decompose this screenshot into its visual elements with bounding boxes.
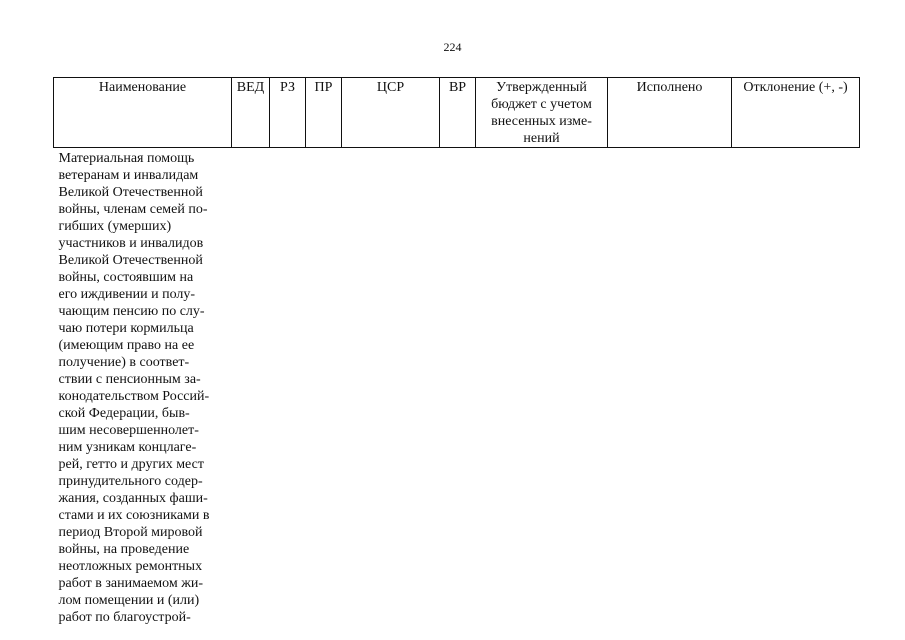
header-ved: ВЕД xyxy=(232,78,270,148)
row-name-line: Великой Отечественной xyxy=(58,185,203,200)
row-name-line: чаю потери кормильца xyxy=(58,321,194,336)
table-row xyxy=(54,148,860,627)
row-name-line: шим несовершеннолет- xyxy=(58,423,199,438)
header-deviation: Отклонение (+, -) xyxy=(732,78,860,148)
row-name-line: войны, состоявшим на xyxy=(58,270,194,285)
row-name-cell xyxy=(54,148,232,627)
header-pr: ПР xyxy=(306,78,342,148)
page-number: 224 xyxy=(443,40,462,54)
header-rz: РЗ xyxy=(270,78,306,148)
row-vr-cell xyxy=(440,148,476,627)
row-name-line: войны, членам семей по- xyxy=(58,202,208,217)
row-name-line: ним узникам концлаге- xyxy=(58,440,197,455)
row-name-line: Материальная помощь xyxy=(58,151,195,166)
row-name-line: лом помещении и (или) xyxy=(58,593,200,608)
row-name-line: работ в занимаемом жи- xyxy=(58,576,204,591)
table-header-row xyxy=(54,78,860,148)
row-name-line: Великой Отечественной xyxy=(58,253,203,268)
row-name-line: ской Федерации, быв- xyxy=(58,406,190,421)
header-approved-budget: Утвержденный бюджет с учетом внесенных изме-нений xyxy=(476,78,608,148)
row-name-line: стами и их союзниками в xyxy=(58,508,210,523)
header-vr: ВР xyxy=(440,78,476,148)
row-name-line: участников и инвалидов xyxy=(58,236,204,251)
row-ved-cell xyxy=(232,148,270,627)
header-executed: Исполнено xyxy=(608,78,732,148)
row-name-line: войны, на проведение xyxy=(58,542,190,557)
row-executed-cell xyxy=(608,148,732,627)
header-name: Наименование xyxy=(54,78,232,148)
header-csr: ЦСР xyxy=(342,78,440,148)
row-name-line: (имеющим право на ее xyxy=(58,338,195,353)
row-pr-cell xyxy=(306,148,342,627)
row-name-line: ствии с пенсионным за- xyxy=(58,372,201,387)
row-name-line: чающим пенсию по слу- xyxy=(58,304,205,319)
row-name-line: принудительного содер- xyxy=(58,474,203,489)
row-name-line: его иждивении и полу- xyxy=(58,287,196,302)
row-name-line: ветеранам и инвалидам xyxy=(58,168,199,183)
row-csr-cell xyxy=(342,148,440,627)
row-deviation-cell xyxy=(732,148,860,627)
row-approved-cell xyxy=(476,148,608,627)
row-name-line: получение) в соответ- xyxy=(58,355,190,370)
row-name-line: гибших (умерших) xyxy=(58,219,172,234)
row-name-line: неотложных ремонтных xyxy=(58,559,203,574)
row-name-line: жания, созданных фаши- xyxy=(58,491,208,506)
row-name-line: работ по благоустрой- xyxy=(58,610,191,625)
row-rz-cell xyxy=(270,148,306,627)
row-name-line: рей, гетто и других мест xyxy=(58,457,204,472)
row-name-line: конодательством Россий- xyxy=(58,389,210,404)
row-name-text xyxy=(59,150,232,626)
row-name-line: период Второй мировой xyxy=(58,525,203,540)
budget-table xyxy=(53,77,860,626)
